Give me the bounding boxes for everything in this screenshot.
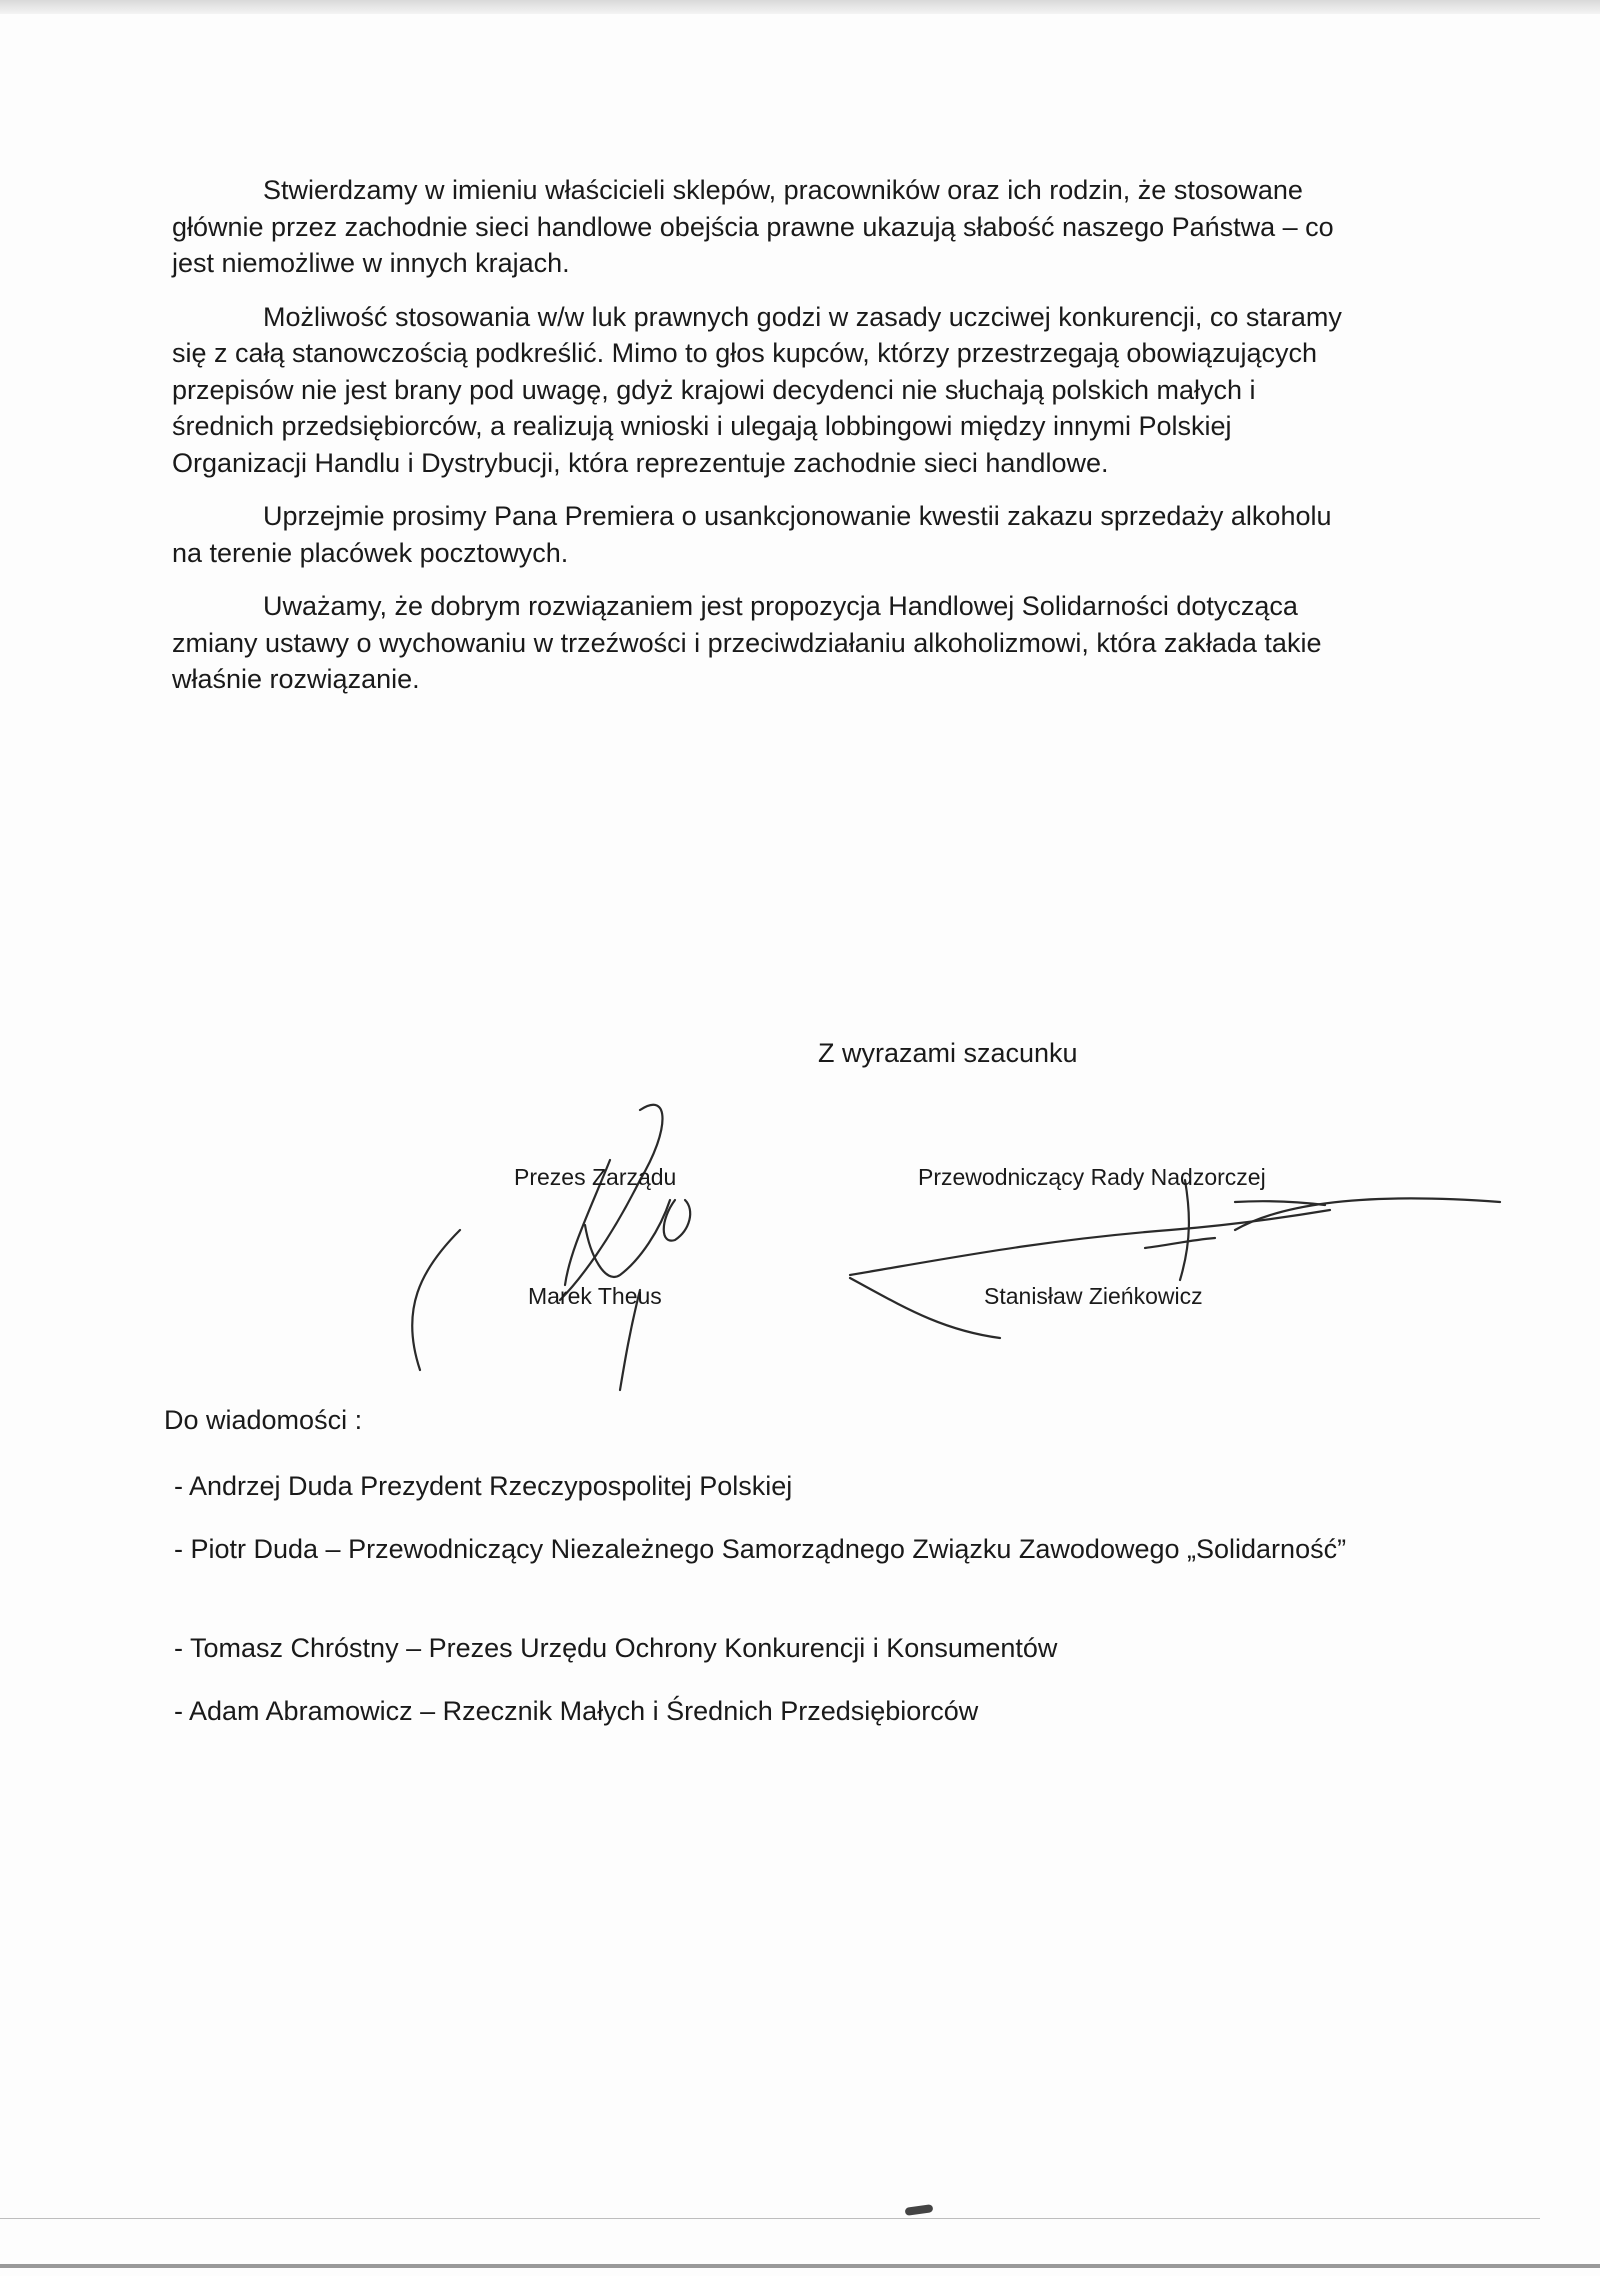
signatory-2-title: Przewodniczący Rady Nadzorczej (918, 1164, 1266, 1190)
cc-list-item: - Andrzej Duda Prezydent Rzeczypospolitej Polskiej (174, 1471, 793, 1501)
paragraph-4: Uważamy, że dobrym rozwiązaniem jest propozycja Handlowej Solidarności dotycząca zmiany ustawy o wychowaniu w trzeźwości i przeciwdziałaniu alkoholizmowi, która zakłada takie właśnie rozwiązanie. (172, 591, 1322, 694)
paragraph-2: Możliwość stosowania w/w luk prawnych godzi w zasady uczciwej konkurencji, co staramy się z całą stanowczością podkreślić. Mimo to głos kupców, którzy przestrzegają obowiązujących przepisów nie jest brany pod uwagę, gdyż krajowi decydenci nie słuchają polskich małych i średnich przedsiębiorców, a realizują wnioski i ulegają lobbingowi między innymi Polskiej Organizacji Handlu i Dystrybucji, która reprezentuje zachodnie sieci handlowe. (172, 301, 1342, 478)
signature-2-stroke-c (850, 1278, 1000, 1338)
paragraph-3: Uprzejmie prosimy Pana Premiera o usankcjonowanie kwestii zakazu sprzedaży alkoholu na terenie placówek pocztowych. (172, 501, 1332, 568)
cc-heading: Do wiadomości : (164, 1405, 363, 1435)
signature-1-stroke-b (412, 1230, 460, 1370)
closing-phrase: Z wyrazami szacunku (818, 1038, 1078, 1068)
signatory-1-title: Prezes Zarządu (514, 1164, 677, 1190)
signatory-1-name: Marek Theus (528, 1283, 662, 1309)
cc-list-item: - Piotr Duda – Przewodniczący Niezależnego Samorządnego Związku Zawodowego „Solidarność” (174, 1534, 1347, 1564)
signature-1-stroke-d (585, 1200, 670, 1277)
scan-footer-rule (0, 2218, 1540, 2219)
handwritten-signatures (340, 1070, 1570, 1400)
cc-list-item: - Adam Abramowicz – Rzecznik Małych i Średnich Przedsiębiorców (174, 1696, 979, 1726)
signature-2-stroke-f (1235, 1201, 1325, 1205)
cc-list-item: - Tomasz Chróstny – Prezes Urzędu Ochrony Konkurencji i Konsumentów (174, 1633, 1058, 1663)
scan-top-edge (0, 0, 1600, 14)
signature-2-stroke-b (850, 1210, 1330, 1275)
paragraph-1: Stwierdzamy w imieniu właścicieli sklepów, pracowników oraz ich rodzin, że stosowane głównie przez zachodnie sieci handlowe obejścia prawne ukazują słabość naszego Państwa – co jest niemożliwe w innych krajach. (172, 175, 1334, 278)
signatory-2-name: Stanisław Zieńkowicz (984, 1283, 1203, 1309)
signature-2-stroke-e (1145, 1238, 1215, 1248)
scan-artifact-mark (905, 2204, 934, 2216)
signature-1-stroke (560, 1105, 663, 1300)
signature-2-stroke (1235, 1198, 1500, 1230)
letter-body (172, 172, 1352, 715)
scan-bottom-edge (0, 2264, 1600, 2268)
